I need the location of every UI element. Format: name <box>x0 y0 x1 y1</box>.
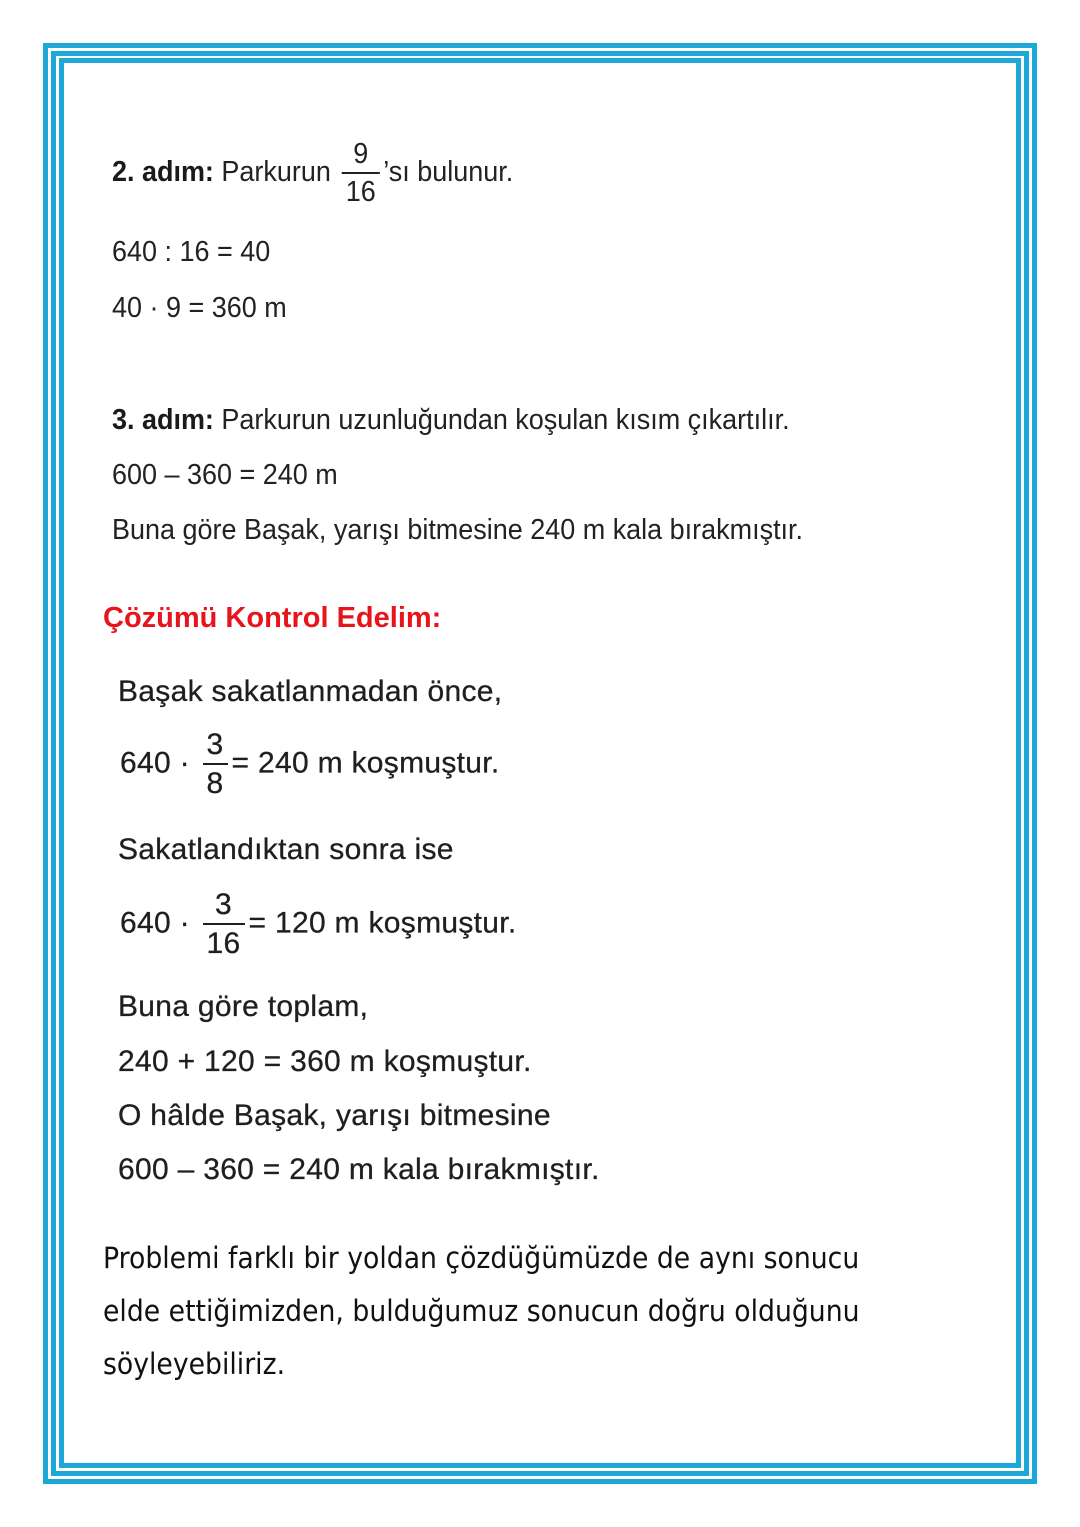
fraction-bar <box>342 172 379 174</box>
check-line-3: Buna göre toplam, <box>118 990 369 1023</box>
step2-text-after: ’sı bulunur. <box>383 156 514 189</box>
fraction-denominator: 8 <box>206 767 224 800</box>
eq2-left: 640 · <box>120 906 190 940</box>
step2-fraction <box>342 140 379 207</box>
closing-paragraph: Problemi farklı bir yoldan çözdüğümüzde de aynı sonucu elde ettiğimizden, bulduğumuz sonucun doğru olduğunu söyleyebiliriz. <box>103 1241 860 1381</box>
eq2-right: = 120 m koşmuştur. <box>248 906 517 940</box>
check-line-4: 240 + 120 = 360 m koşmuştur. <box>118 1045 532 1078</box>
step2-text-before: Parkurun <box>221 156 331 189</box>
eq1-right: = 240 m koşmuştur. <box>231 746 500 780</box>
step3-calc: 600 – 360 = 240 m <box>112 459 338 491</box>
step3-label: 3. adım: <box>112 404 214 436</box>
fraction-numerator: 3 <box>215 888 233 921</box>
fraction-bar <box>203 923 245 925</box>
check-line-1: Başak sakatlanmadan önce, <box>118 675 503 708</box>
step3-conclusion: Buna göre Başak, yarışı bitmesine 240 m kala bırakmıştır. <box>112 514 804 546</box>
check-equation-2 <box>120 890 517 959</box>
check-line-6: 600 – 360 = 240 m kala bırakmıştır. <box>118 1153 600 1186</box>
eq1-left: 640 · <box>120 746 190 780</box>
eq2-fraction <box>203 890 245 959</box>
step2-calc-2: 40 · 9 = 360 m <box>112 292 287 324</box>
check-line-2: Sakatlandıktan sonra ise <box>118 833 454 866</box>
step2-label: 2. adım: <box>112 156 214 189</box>
step2-heading <box>112 140 513 207</box>
fraction-numerator: 3 <box>206 728 224 761</box>
check-line-5: O hâlde Başak, yarışı bitmesine <box>118 1099 551 1132</box>
fraction-denominator: 16 <box>206 927 241 960</box>
step3-heading <box>112 404 790 437</box>
check-equation-1 <box>120 730 500 799</box>
step3-text: Parkurun uzunluğundan koşulan kısım çıkartılır. <box>221 404 790 436</box>
fraction-numerator: 9 <box>353 138 369 170</box>
eq1-fraction <box>203 730 228 799</box>
check-heading: Çözümü Kontrol Edelim: <box>103 602 442 634</box>
fraction-bar <box>203 763 228 765</box>
fraction-denominator: 16 <box>345 176 376 208</box>
step2-calc-1: 640 : 16 = 40 <box>112 236 271 268</box>
